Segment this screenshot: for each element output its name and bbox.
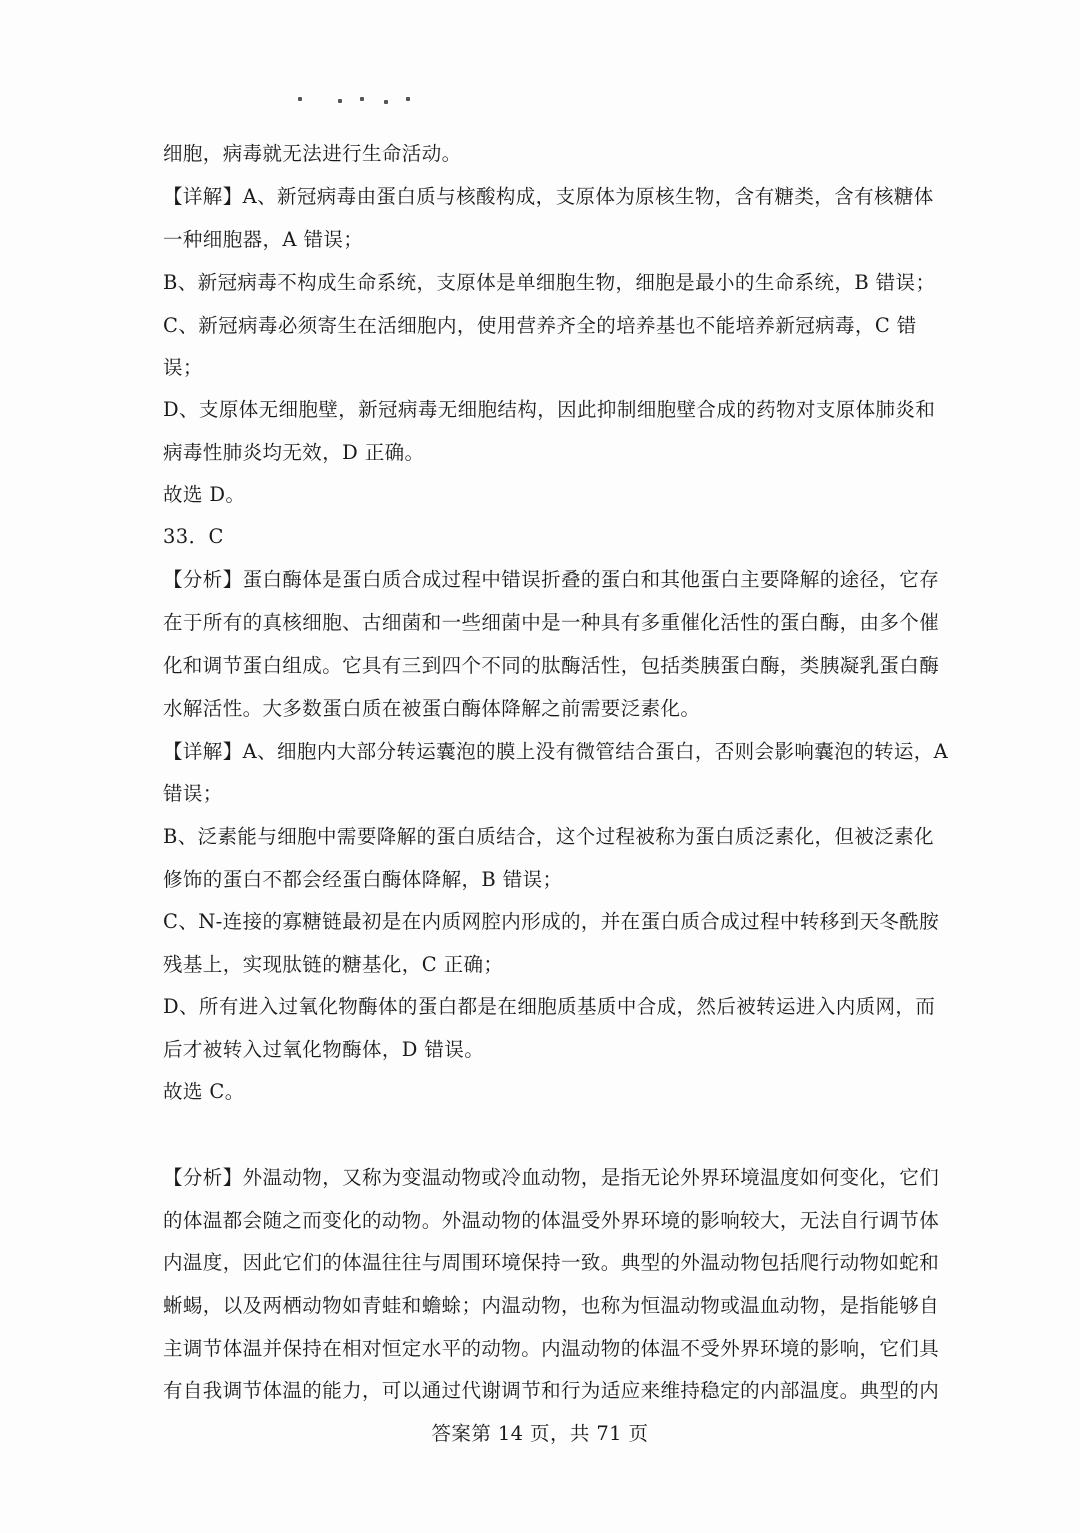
text-line: 残基上，实现肽链的糖基化，C 正确； — [163, 953, 504, 976]
text-line: 化和调节蛋白组成。它具有三到四个不同的肽酶活性，包括类胰蛋白酶，类胰凝乳蛋白酶 — [163, 654, 940, 677]
page-footer: 答案第 14 页，共 71 页 — [431, 1422, 649, 1445]
text-line: 【分析】外温动物，又称为变温动物或冷血动物，是指无论外界环境温度如何变化，它们 — [163, 1166, 940, 1189]
scan-artifact — [298, 97, 418, 107]
text-line: 【分析】蛋白酶体是蛋白质合成过程中错误折叠的蛋白和其他蛋白主要降解的途径，它存 — [163, 568, 940, 591]
text-line: 水解活性。大多数蛋白质在被蛋白酶体降解之前需要泛素化。 — [163, 697, 701, 720]
text-line: 蜥蜴，以及两栖动物如青蛙和蟾蜍；内温动物，也称为恒温动物或温血动物，是指能够自 — [163, 1294, 940, 1317]
text-line: 错误； — [163, 782, 223, 805]
text-line: 一种细胞器，A 错误； — [163, 228, 364, 251]
text-line: C、N-连接的寡糖链最初是在内质网腔内形成的，并在蛋白质合成过程中转移到天冬酰胺 — [163, 910, 940, 933]
text-line: 内温度，因此它们的体温往往与周围环境保持一致。典型的外温动物包括爬行动物如蛇和 — [163, 1251, 940, 1274]
text-line: 后才被转入过氧化物酶体，D 错误。 — [163, 1038, 485, 1061]
text-line: 修饰的蛋白不都会经蛋白酶体降解，B 错误； — [163, 868, 563, 891]
text-line: C、新冠病毒必须寄生在活细胞内，使用营养齐全的培养基也不能培养新冠病毒，C 错 — [163, 314, 917, 337]
text-line: D、所有进入过氧化物酶体的蛋白都是在细胞质基质中合成，然后被转运进入内质网，而 — [163, 995, 936, 1018]
text-line: D、支原体无细胞壁，新冠病毒无细胞结构，因此抑制细胞壁合成的药物对支原体肺炎和 — [163, 398, 936, 421]
text-line: 误； — [163, 356, 203, 379]
text-line: B、泛素能与细胞中需要降解的蛋白质结合，这个过程被称为蛋白质泛素化，但被泛素化 — [163, 825, 934, 848]
text-line: 在于所有的真核细胞、古细菌和一些细菌中是一种具有多重催化活性的蛋白酶，由多个催 — [163, 611, 940, 634]
text-line: 故选 D。 — [163, 483, 246, 506]
text-line: 的体温都会随之而变化的动物。外温动物的体温受外界环境的影响较大，无法自行调节体 — [163, 1209, 940, 1232]
text-line: 有自我调节体温的能力，可以通过代谢调节和行为适应来维持稳定的内部温度。典型的内 — [163, 1379, 940, 1402]
question-number: 33．C — [163, 525, 224, 548]
text-line: 【详解】A、细胞内大部分转运囊泡的膜上没有微管结合蛋白，否则会影响囊泡的转运，A — [163, 740, 949, 763]
text-line: 细胞，病毒就无法进行生命活动。 — [163, 142, 462, 165]
text-line: 【详解】A、新冠病毒由蛋白质与核酸构成，支原体为原核生物，含有糖类，含有核糖体 — [163, 185, 934, 208]
text-line: B、新冠病毒不构成生命系统，支原体是单细胞生物，细胞是最小的生命系统，B 错误； — [163, 271, 936, 294]
text-line: 故选 C。 — [163, 1080, 245, 1103]
text-line: 主调节体温并保持在相对恒定水平的动物。内温动物的体温不受外界环境的影响，它们具 — [163, 1337, 940, 1360]
text-line: 病毒性肺炎均无效，D 正确。 — [163, 441, 425, 464]
